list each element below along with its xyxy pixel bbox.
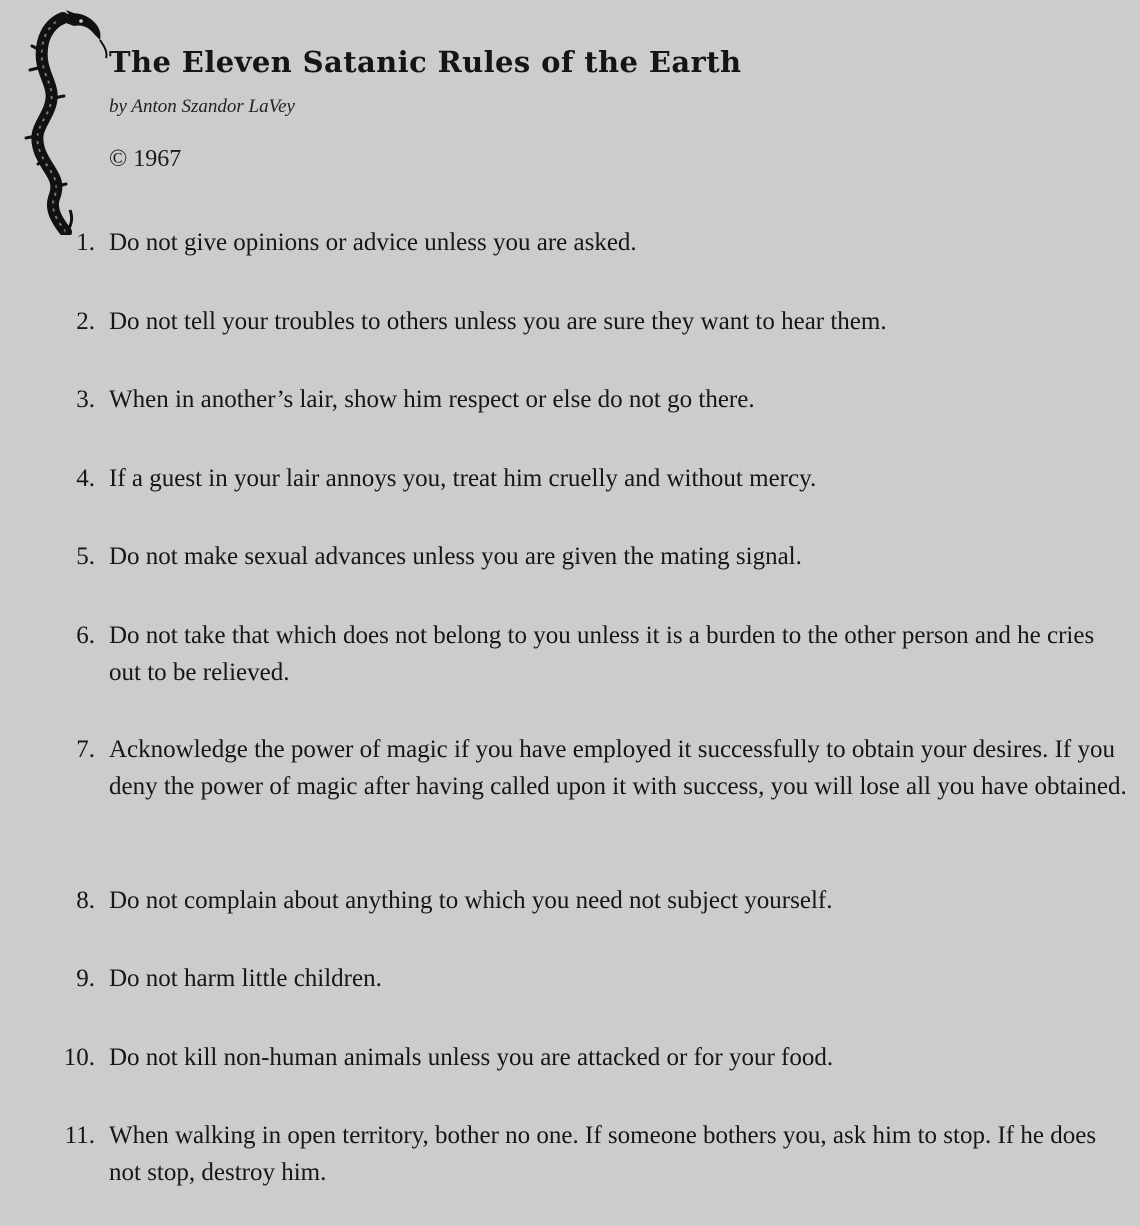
serpent-eye [79, 19, 83, 23]
document-title: The Eleven Satanic Rules of the Earth [109, 45, 742, 79]
rule-number: 8. [76, 887, 95, 914]
rule-text: Acknowledge the power of magic if you have employed it successfully to obtain your desires. If you deny the power of magic after having called upon it with success, you will lose all you have obtained. [109, 736, 1127, 800]
rule-text: Do not tell your troubles to others unless you are sure they want to hear them. [109, 308, 887, 335]
author-byline: by Anton Szandor LaVey [109, 96, 295, 117]
rule-text: Do not make sexual advances unless you are given the mating signal. [109, 543, 802, 570]
rule-text: When walking in open territory, bother no one. If someone bothers you, ask him to stop. If he does not stop, destroy him. [109, 1122, 1097, 1186]
serpent-tongue [100, 40, 107, 58]
rule-number: 1. [76, 229, 95, 256]
rule-number: 4. [76, 465, 95, 492]
rule-text: If a guest in your lair annoys you, treat him cruelly and without mercy. [109, 465, 817, 492]
rule-number: 7. [76, 736, 95, 763]
copyright-notice: © 1967 [109, 146, 182, 172]
rule-number: 6. [76, 622, 95, 649]
rule-text: Do not complain about anything to which you need not subject yourself. [109, 887, 833, 914]
rule-text: When in another’s lair, show him respect or else do not go there. [109, 386, 755, 413]
serpent-ornament-icon [18, 10, 118, 235]
rule-number: 3. [76, 386, 95, 413]
serpent-head [58, 13, 101, 40]
rule-text: Do not take that which does not belong to you unless it is a burden to the other person and he cries out to be relieved. [109, 622, 1095, 686]
rule-text: Do not kill non-human animals unless you are attacked or for your food. [109, 1044, 834, 1071]
rule-text: Do not give opinions or advice unless you are asked. [109, 229, 637, 256]
rule-number: 2. [76, 308, 95, 335]
rule-number: 9. [76, 965, 95, 992]
rule-number: 11. [64, 1122, 95, 1149]
rule-number: 10. [63, 1044, 95, 1071]
rule-text: Do not harm little children. [109, 965, 382, 992]
rule-number: 5. [76, 543, 95, 570]
